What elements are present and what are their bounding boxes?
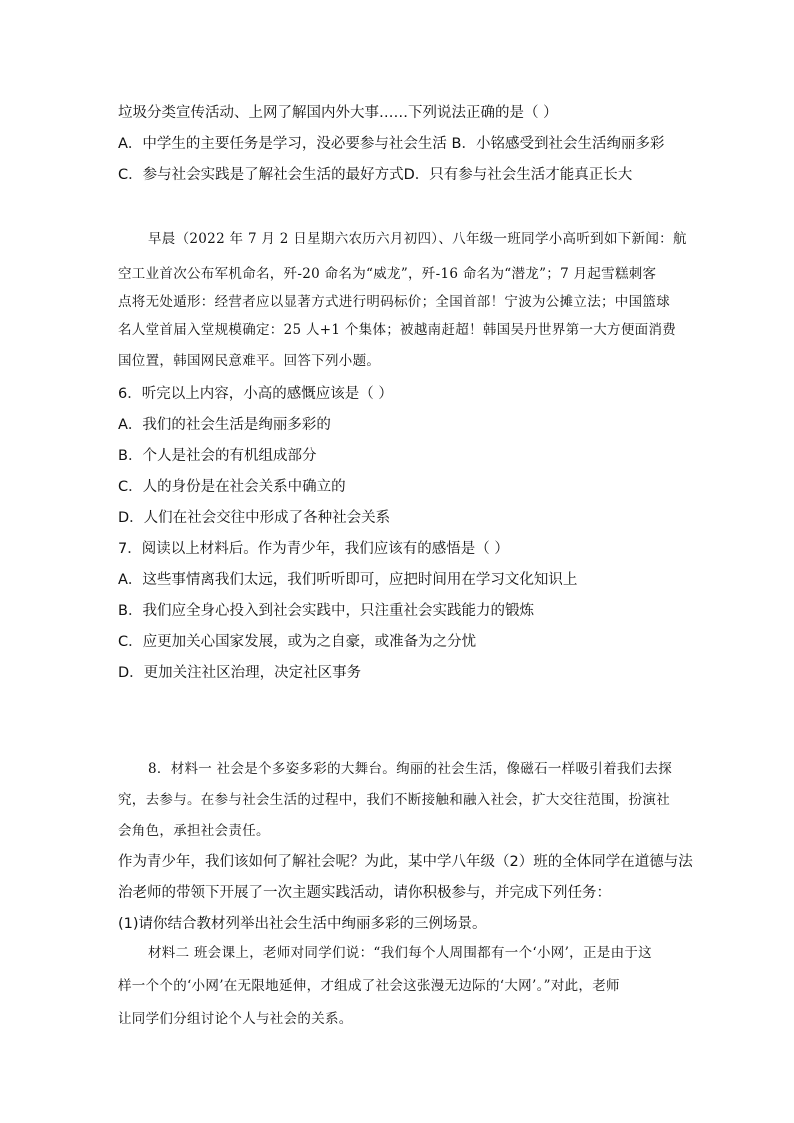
material-2-line: 样一个个的‘小网’在无限地延伸，才组成了社会这张漫无边际的‘大网’。”对此，老师 — [118, 978, 620, 994]
passage-line: 国位置，韩国网民意难平。回答下列小题。 — [118, 353, 381, 369]
passage-line: 空工业首次公布军机命名，歼-20 命名为“威龙”，歼-16 命名为“潜龙”；7 月起雪糕刺客 — [118, 266, 657, 282]
material-1-line: 8．材料一 社会是个多姿多彩的大舞台。绚丽的社会生活，像磁石一样吸引着我们去探 — [148, 761, 673, 777]
q7-option: A．这些事情离我们太远，我们听听即可，应把时间用在学习文化知识上 — [118, 572, 578, 588]
q6-option: C．人的身份是在社会关系中确立的 — [118, 479, 346, 495]
q7-option: B．我们应全身心投入到社会实践中，只注重社会实践能力的锻炼 — [118, 603, 534, 619]
q6-option: A．我们的社会生活是绚丽多彩的 — [118, 417, 331, 433]
intro-line: 治老师的带领下开展了一次主题实践活动，请你积极参与，并完成下列任务： — [118, 885, 611, 901]
passage-line: 早晨（2022 年 7 月 2 日星期六农历六月初四）、八年级一班同学小高听到如下新闻：航 — [148, 231, 687, 247]
q5-options-line1: A．中学生的主要任务是学习，没必要参与社会生活 B．小铭感受到社会生活绚丽多彩 — [118, 136, 665, 152]
material-2-line: 让同学们分组讨论个人与社会的关系。 — [118, 1011, 353, 1027]
intro-line: 作为青少年，我们该如何了解社会呢？为此，某中学八年级（2）班的全体同学在道德与法 — [118, 854, 693, 870]
q6-option: B．个人是社会的有机组成部分 — [118, 448, 317, 464]
q5-stem: 垃圾分类宣传活动、上网了解国内外大事……下列说法正确的是（ ） — [118, 105, 558, 121]
material-1-line: 会角色，承担社会责任。 — [118, 823, 270, 839]
task-1: (1)请你结合教材列举出社会生活中绚丽多彩的三例场景。 — [118, 916, 487, 932]
q7-stem: 7．阅读以上材料后。作为青少年，我们应该有的感悟是（ ） — [118, 541, 509, 557]
material-2-line: 材料二 班会课上，老师对同学们说：“我们每个人周围都有一个‘小网’，正是由于这 — [148, 945, 652, 961]
q6-stem: 6．听完以上内容，小高的感慨应该是（ ） — [118, 386, 393, 402]
q5-options-line2: C．参与社会实践是了解社会生活的最好方式D．只有参与社会生活才能真正长大 — [118, 167, 633, 183]
q7-option: D．更加关注社区治理，决定社区事务 — [118, 665, 362, 681]
q7-option: C．应更加关心国家发展，或为之自豪，或准备为之分忧 — [118, 634, 477, 650]
material-1-line: 究，去参与。在参与社会生活的过程中，我们不断接触和融入社会，扩大交往范围，扮演社 — [118, 792, 670, 808]
q6-option: D．人们在社会交往中形成了各种社会关系 — [118, 510, 391, 526]
passage-line: 点将无处遁形：经营者应以显著方式进行明码标价；全国首部！宁波为公摊立法；中国篮球 — [118, 294, 670, 310]
passage-line: 名人堂首届入堂规模确定：25 人+1 个集体；被越南赶超！韩国吴丹世界第一大方便面消费 — [118, 322, 677, 338]
